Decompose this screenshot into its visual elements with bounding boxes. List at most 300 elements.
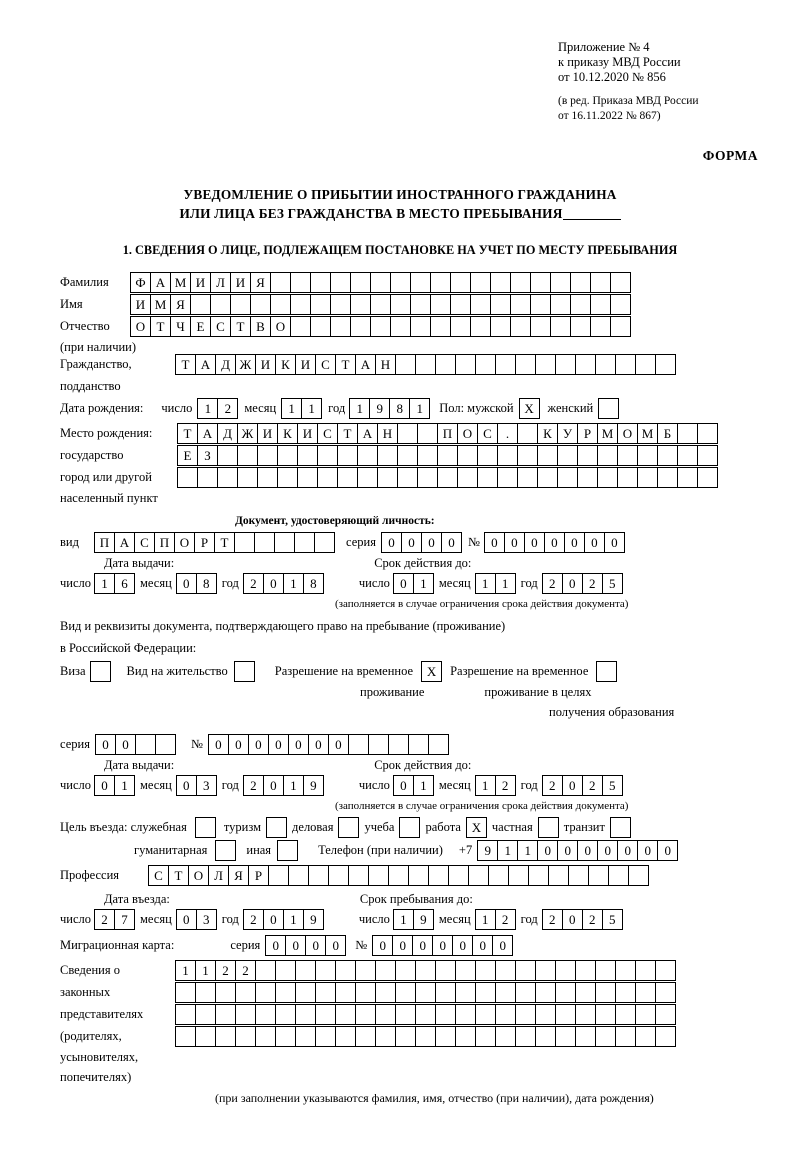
char-cell[interactable] bbox=[570, 294, 591, 315]
char-cell[interactable] bbox=[610, 272, 631, 293]
char-cell[interactable]: 1 bbox=[475, 909, 496, 930]
char-cell[interactable]: И bbox=[230, 272, 251, 293]
char-cell[interactable] bbox=[190, 294, 211, 315]
char-cell[interactable]: 1 bbox=[517, 840, 538, 861]
char-cell[interactable]: 6 bbox=[114, 573, 135, 594]
doc-valid-day-cells[interactable] bbox=[393, 573, 433, 594]
char-cell[interactable]: Ч bbox=[170, 316, 191, 337]
char-cell[interactable] bbox=[415, 354, 436, 375]
char-cell[interactable] bbox=[330, 316, 351, 337]
char-cell[interactable]: С bbox=[315, 354, 336, 375]
char-cell[interactable] bbox=[595, 982, 616, 1003]
char-cell[interactable]: Ж bbox=[237, 423, 258, 444]
char-cell[interactable]: З bbox=[197, 445, 218, 466]
char-cell[interactable] bbox=[555, 1026, 576, 1047]
char-cell[interactable] bbox=[415, 1026, 436, 1047]
char-cell[interactable]: Н bbox=[377, 423, 398, 444]
char-cell[interactable] bbox=[410, 272, 431, 293]
char-cell[interactable] bbox=[615, 960, 636, 981]
char-cell[interactable] bbox=[315, 982, 336, 1003]
permit-issue-day-cells[interactable] bbox=[94, 775, 134, 796]
char-cell[interactable] bbox=[475, 960, 496, 981]
char-cell[interactable]: 0 bbox=[285, 935, 306, 956]
char-cell[interactable] bbox=[590, 294, 611, 315]
char-cell[interactable] bbox=[595, 354, 616, 375]
char-cell[interactable] bbox=[197, 467, 218, 488]
char-cell[interactable]: 3 bbox=[196, 909, 217, 930]
char-cell[interactable]: 8 bbox=[303, 573, 324, 594]
char-cell[interactable]: Т bbox=[150, 316, 171, 337]
char-cell[interactable] bbox=[490, 272, 511, 293]
char-cell[interactable]: И bbox=[190, 272, 211, 293]
char-cell[interactable]: Н bbox=[375, 354, 396, 375]
char-cell[interactable]: 2 bbox=[94, 909, 115, 930]
char-cell[interactable] bbox=[555, 960, 576, 981]
char-cell[interactable] bbox=[655, 960, 676, 981]
char-cell[interactable]: 5 bbox=[602, 573, 623, 594]
char-cell[interactable] bbox=[655, 1004, 676, 1025]
permit-series-cells[interactable] bbox=[95, 734, 175, 755]
char-cell[interactable] bbox=[590, 272, 611, 293]
purpose-other-checkbox[interactable] bbox=[277, 840, 298, 861]
char-cell[interactable] bbox=[548, 865, 569, 886]
char-cell[interactable] bbox=[408, 734, 429, 755]
citizenship-cells[interactable] bbox=[175, 354, 675, 375]
char-cell[interactable] bbox=[430, 316, 451, 337]
char-cell[interactable] bbox=[590, 316, 611, 337]
char-cell[interactable]: 1 bbox=[301, 398, 322, 419]
char-cell[interactable]: Р bbox=[194, 532, 215, 553]
char-cell[interactable] bbox=[555, 982, 576, 1003]
char-cell[interactable] bbox=[377, 467, 398, 488]
char-cell[interactable] bbox=[570, 272, 591, 293]
birth-day-cells[interactable] bbox=[197, 398, 237, 419]
char-cell[interactable]: С bbox=[148, 865, 169, 886]
char-cell[interactable] bbox=[637, 445, 658, 466]
char-cell[interactable]: Д bbox=[217, 423, 238, 444]
char-cell[interactable] bbox=[617, 445, 638, 466]
char-cell[interactable] bbox=[555, 354, 576, 375]
char-cell[interactable]: М bbox=[597, 423, 618, 444]
char-cell[interactable] bbox=[417, 445, 438, 466]
char-cell[interactable]: 9 bbox=[303, 775, 324, 796]
char-cell[interactable] bbox=[217, 467, 238, 488]
char-cell[interactable] bbox=[397, 445, 418, 466]
char-cell[interactable] bbox=[375, 960, 396, 981]
char-cell[interactable] bbox=[535, 982, 556, 1003]
char-cell[interactable]: 0 bbox=[393, 775, 414, 796]
char-cell[interactable] bbox=[317, 467, 338, 488]
permit-issue-month-cells[interactable] bbox=[176, 775, 216, 796]
char-cell[interactable]: 1 bbox=[475, 775, 496, 796]
purpose-work-checkbox[interactable]: X bbox=[466, 817, 487, 838]
purpose-tourism-checkbox[interactable] bbox=[266, 817, 287, 838]
char-cell[interactable] bbox=[415, 982, 436, 1003]
char-cell[interactable]: Я bbox=[228, 865, 249, 886]
char-cell[interactable]: 0 bbox=[308, 734, 329, 755]
char-cell[interactable] bbox=[330, 272, 351, 293]
char-cell[interactable]: 2 bbox=[243, 909, 264, 930]
char-cell[interactable] bbox=[535, 1026, 556, 1047]
char-cell[interactable]: 0 bbox=[325, 935, 346, 956]
char-cell[interactable] bbox=[577, 445, 598, 466]
char-cell[interactable] bbox=[475, 982, 496, 1003]
char-cell[interactable]: О bbox=[617, 423, 638, 444]
char-cell[interactable]: А bbox=[195, 354, 216, 375]
char-cell[interactable] bbox=[237, 445, 258, 466]
char-cell[interactable]: О bbox=[130, 316, 151, 337]
permit-valid-year-cells[interactable] bbox=[542, 775, 622, 796]
char-cell[interactable]: И bbox=[255, 354, 276, 375]
char-cell[interactable] bbox=[575, 1026, 596, 1047]
purpose-service-checkbox[interactable] bbox=[195, 817, 216, 838]
char-cell[interactable] bbox=[437, 445, 458, 466]
char-cell[interactable]: А bbox=[355, 354, 376, 375]
char-cell[interactable] bbox=[350, 316, 371, 337]
char-cell[interactable] bbox=[257, 445, 278, 466]
char-cell[interactable] bbox=[437, 467, 458, 488]
char-cell[interactable]: Т bbox=[335, 354, 356, 375]
char-cell[interactable] bbox=[348, 865, 369, 886]
legal-rep-cells-row3[interactable] bbox=[175, 1004, 675, 1025]
char-cell[interactable]: 0 bbox=[288, 734, 309, 755]
doc-issue-year-cells[interactable] bbox=[243, 573, 323, 594]
char-cell[interactable]: Т bbox=[214, 532, 235, 553]
char-cell[interactable] bbox=[435, 982, 456, 1003]
char-cell[interactable] bbox=[328, 865, 349, 886]
char-cell[interactable] bbox=[275, 1004, 296, 1025]
char-cell[interactable] bbox=[355, 1004, 376, 1025]
char-cell[interactable] bbox=[255, 960, 276, 981]
char-cell[interactable]: 0 bbox=[263, 573, 284, 594]
char-cell[interactable] bbox=[195, 1026, 216, 1047]
stay-day-cells[interactable] bbox=[393, 909, 433, 930]
char-cell[interactable] bbox=[315, 1026, 336, 1047]
char-cell[interactable]: Д bbox=[215, 354, 236, 375]
char-cell[interactable]: И bbox=[295, 354, 316, 375]
char-cell[interactable] bbox=[428, 865, 449, 886]
char-cell[interactable]: 0 bbox=[564, 532, 585, 553]
char-cell[interactable]: 0 bbox=[248, 734, 269, 755]
char-cell[interactable]: 0 bbox=[328, 734, 349, 755]
char-cell[interactable]: 1 bbox=[195, 960, 216, 981]
char-cell[interactable] bbox=[455, 960, 476, 981]
char-cell[interactable]: 0 bbox=[484, 532, 505, 553]
char-cell[interactable]: 2 bbox=[582, 909, 603, 930]
char-cell[interactable]: 0 bbox=[381, 532, 402, 553]
char-cell[interactable]: 9 bbox=[413, 909, 434, 930]
char-cell[interactable] bbox=[395, 354, 416, 375]
char-cell[interactable] bbox=[234, 532, 255, 553]
char-cell[interactable]: 0 bbox=[176, 909, 197, 930]
char-cell[interactable] bbox=[510, 272, 531, 293]
char-cell[interactable] bbox=[575, 960, 596, 981]
char-cell[interactable]: И bbox=[257, 423, 278, 444]
char-cell[interactable] bbox=[175, 1004, 196, 1025]
char-cell[interactable] bbox=[508, 865, 529, 886]
char-cell[interactable]: Т bbox=[168, 865, 189, 886]
char-cell[interactable] bbox=[370, 272, 391, 293]
char-cell[interactable] bbox=[235, 1004, 256, 1025]
char-cell[interactable] bbox=[515, 1004, 536, 1025]
char-cell[interactable]: 0 bbox=[432, 935, 453, 956]
char-cell[interactable]: 2 bbox=[582, 573, 603, 594]
char-cell[interactable]: 0 bbox=[562, 775, 583, 796]
sex-male-checkbox[interactable]: X bbox=[519, 398, 540, 419]
char-cell[interactable] bbox=[375, 982, 396, 1003]
residence-permit-checkbox[interactable] bbox=[234, 661, 255, 682]
char-cell[interactable]: 8 bbox=[196, 573, 217, 594]
birthplace-cells-row1[interactable] bbox=[177, 423, 717, 444]
char-cell[interactable] bbox=[595, 1026, 616, 1047]
char-cell[interactable] bbox=[290, 294, 311, 315]
legal-rep-cells-row1[interactable] bbox=[175, 960, 675, 981]
char-cell[interactable]: 0 bbox=[115, 734, 136, 755]
char-cell[interactable] bbox=[268, 865, 289, 886]
char-cell[interactable] bbox=[490, 294, 511, 315]
char-cell[interactable] bbox=[415, 960, 436, 981]
char-cell[interactable] bbox=[235, 982, 256, 1003]
char-cell[interactable] bbox=[575, 354, 596, 375]
char-cell[interactable]: К bbox=[277, 423, 298, 444]
char-cell[interactable] bbox=[435, 960, 456, 981]
char-cell[interactable] bbox=[370, 316, 391, 337]
char-cell[interactable] bbox=[335, 960, 356, 981]
char-cell[interactable] bbox=[390, 294, 411, 315]
char-cell[interactable] bbox=[477, 445, 498, 466]
doc-number-cells[interactable] bbox=[484, 532, 624, 553]
char-cell[interactable] bbox=[330, 294, 351, 315]
phone-cells[interactable] bbox=[477, 840, 677, 861]
char-cell[interactable]: 2 bbox=[582, 775, 603, 796]
char-cell[interactable]: 1 bbox=[413, 573, 434, 594]
char-cell[interactable]: 0 bbox=[263, 775, 284, 796]
char-cell[interactable] bbox=[610, 316, 631, 337]
char-cell[interactable]: 0 bbox=[268, 734, 289, 755]
char-cell[interactable]: 0 bbox=[584, 532, 605, 553]
char-cell[interactable] bbox=[495, 1026, 516, 1047]
char-cell[interactable] bbox=[588, 865, 609, 886]
char-cell[interactable] bbox=[415, 1004, 436, 1025]
char-cell[interactable]: 0 bbox=[263, 909, 284, 930]
char-cell[interactable]: 0 bbox=[577, 840, 598, 861]
char-cell[interactable]: 0 bbox=[544, 532, 565, 553]
char-cell[interactable]: И bbox=[130, 294, 151, 315]
char-cell[interactable] bbox=[617, 467, 638, 488]
char-cell[interactable]: 0 bbox=[208, 734, 229, 755]
char-cell[interactable] bbox=[655, 1026, 676, 1047]
char-cell[interactable] bbox=[397, 467, 418, 488]
char-cell[interactable] bbox=[255, 1004, 276, 1025]
migration-number-cells[interactable] bbox=[372, 935, 512, 956]
legal-rep-cells-row4[interactable] bbox=[175, 1026, 675, 1047]
char-cell[interactable] bbox=[430, 294, 451, 315]
char-cell[interactable] bbox=[615, 1026, 636, 1047]
char-cell[interactable]: 0 bbox=[452, 935, 473, 956]
char-cell[interactable]: Р bbox=[248, 865, 269, 886]
char-cell[interactable]: 1 bbox=[409, 398, 430, 419]
char-cell[interactable] bbox=[597, 467, 618, 488]
char-cell[interactable] bbox=[517, 467, 538, 488]
char-cell[interactable]: М bbox=[637, 423, 658, 444]
char-cell[interactable] bbox=[317, 445, 338, 466]
char-cell[interactable] bbox=[530, 294, 551, 315]
char-cell[interactable] bbox=[377, 445, 398, 466]
char-cell[interactable] bbox=[395, 982, 416, 1003]
char-cell[interactable]: 5 bbox=[602, 775, 623, 796]
char-cell[interactable] bbox=[375, 1004, 396, 1025]
char-cell[interactable]: 2 bbox=[243, 775, 264, 796]
char-cell[interactable] bbox=[288, 865, 309, 886]
char-cell[interactable] bbox=[177, 467, 198, 488]
char-cell[interactable] bbox=[355, 1026, 376, 1047]
char-cell[interactable]: 1 bbox=[413, 775, 434, 796]
char-cell[interactable] bbox=[290, 316, 311, 337]
char-cell[interactable] bbox=[388, 734, 409, 755]
char-cell[interactable] bbox=[314, 532, 335, 553]
char-cell[interactable] bbox=[597, 445, 618, 466]
purpose-transit-checkbox[interactable] bbox=[610, 817, 631, 838]
char-cell[interactable]: С bbox=[210, 316, 231, 337]
char-cell[interactable] bbox=[215, 982, 236, 1003]
char-cell[interactable] bbox=[455, 1026, 476, 1047]
char-cell[interactable] bbox=[308, 865, 329, 886]
char-cell[interactable]: Т bbox=[337, 423, 358, 444]
char-cell[interactable] bbox=[355, 960, 376, 981]
char-cell[interactable] bbox=[628, 865, 649, 886]
char-cell[interactable] bbox=[515, 982, 536, 1003]
stay-year-cells[interactable] bbox=[542, 909, 622, 930]
char-cell[interactable] bbox=[310, 272, 331, 293]
char-cell[interactable]: А bbox=[357, 423, 378, 444]
char-cell[interactable] bbox=[274, 532, 295, 553]
char-cell[interactable] bbox=[635, 1026, 656, 1047]
char-cell[interactable] bbox=[210, 294, 231, 315]
char-cell[interactable] bbox=[537, 467, 558, 488]
char-cell[interactable]: 2 bbox=[495, 909, 516, 930]
char-cell[interactable]: 0 bbox=[657, 840, 678, 861]
char-cell[interactable] bbox=[335, 1004, 356, 1025]
surname-cells[interactable] bbox=[130, 272, 630, 293]
char-cell[interactable] bbox=[195, 982, 216, 1003]
char-cell[interactable]: 2 bbox=[217, 398, 238, 419]
char-cell[interactable] bbox=[575, 1004, 596, 1025]
char-cell[interactable]: 1 bbox=[475, 573, 496, 594]
char-cell[interactable] bbox=[495, 354, 516, 375]
char-cell[interactable] bbox=[257, 467, 278, 488]
char-cell[interactable]: 1 bbox=[197, 398, 218, 419]
purpose-business-checkbox[interactable] bbox=[338, 817, 359, 838]
char-cell[interactable]: 0 bbox=[95, 734, 116, 755]
char-cell[interactable]: О bbox=[174, 532, 195, 553]
char-cell[interactable] bbox=[395, 960, 416, 981]
char-cell[interactable] bbox=[254, 532, 275, 553]
char-cell[interactable] bbox=[175, 982, 196, 1003]
char-cell[interactable]: А bbox=[150, 272, 171, 293]
birth-year-cells[interactable] bbox=[349, 398, 429, 419]
char-cell[interactable]: А bbox=[114, 532, 135, 553]
char-cell[interactable] bbox=[537, 445, 558, 466]
char-cell[interactable] bbox=[368, 734, 389, 755]
char-cell[interactable]: 2 bbox=[495, 775, 516, 796]
char-cell[interactable] bbox=[637, 467, 658, 488]
char-cell[interactable] bbox=[490, 316, 511, 337]
char-cell[interactable]: 1 bbox=[497, 840, 518, 861]
char-cell[interactable] bbox=[677, 445, 698, 466]
char-cell[interactable] bbox=[255, 982, 276, 1003]
char-cell[interactable]: Б bbox=[657, 423, 678, 444]
char-cell[interactable] bbox=[555, 1004, 576, 1025]
permit-issue-year-cells[interactable] bbox=[243, 775, 323, 796]
char-cell[interactable]: 0 bbox=[392, 935, 413, 956]
char-cell[interactable]: М bbox=[170, 272, 191, 293]
char-cell[interactable] bbox=[390, 316, 411, 337]
char-cell[interactable] bbox=[557, 445, 578, 466]
char-cell[interactable] bbox=[475, 1026, 496, 1047]
char-cell[interactable] bbox=[435, 354, 456, 375]
char-cell[interactable]: 9 bbox=[303, 909, 324, 930]
char-cell[interactable] bbox=[455, 1004, 476, 1025]
char-cell[interactable]: 0 bbox=[94, 775, 115, 796]
char-cell[interactable] bbox=[515, 1026, 536, 1047]
char-cell[interactable] bbox=[255, 1026, 276, 1047]
char-cell[interactable] bbox=[417, 423, 438, 444]
char-cell[interactable]: О bbox=[270, 316, 291, 337]
char-cell[interactable] bbox=[610, 294, 631, 315]
purpose-study-checkbox[interactable] bbox=[399, 817, 420, 838]
char-cell[interactable]: Т bbox=[175, 354, 196, 375]
char-cell[interactable] bbox=[435, 1026, 456, 1047]
char-cell[interactable] bbox=[510, 294, 531, 315]
char-cell[interactable]: Т bbox=[230, 316, 251, 337]
char-cell[interactable] bbox=[350, 294, 371, 315]
permit-valid-month-cells[interactable] bbox=[475, 775, 515, 796]
purpose-private-checkbox[interactable] bbox=[538, 817, 559, 838]
char-cell[interactable] bbox=[488, 865, 509, 886]
migration-series-cells[interactable] bbox=[265, 935, 345, 956]
char-cell[interactable]: Ф bbox=[130, 272, 151, 293]
char-cell[interactable] bbox=[697, 445, 718, 466]
char-cell[interactable] bbox=[295, 960, 316, 981]
char-cell[interactable] bbox=[395, 1026, 416, 1047]
char-cell[interactable] bbox=[294, 532, 315, 553]
char-cell[interactable] bbox=[428, 734, 449, 755]
char-cell[interactable]: 0 bbox=[265, 935, 286, 956]
char-cell[interactable]: П bbox=[437, 423, 458, 444]
char-cell[interactable] bbox=[295, 1026, 316, 1047]
char-cell[interactable]: 0 bbox=[557, 840, 578, 861]
char-cell[interactable] bbox=[175, 1026, 196, 1047]
char-cell[interactable]: 1 bbox=[175, 960, 196, 981]
char-cell[interactable]: 1 bbox=[94, 573, 115, 594]
char-cell[interactable]: П bbox=[154, 532, 175, 553]
char-cell[interactable] bbox=[275, 982, 296, 1003]
temp-residence-checkbox[interactable]: X bbox=[421, 661, 442, 682]
char-cell[interactable] bbox=[568, 865, 589, 886]
char-cell[interactable]: 2 bbox=[215, 960, 236, 981]
char-cell[interactable]: 0 bbox=[176, 573, 197, 594]
char-cell[interactable] bbox=[495, 960, 516, 981]
char-cell[interactable]: М bbox=[150, 294, 171, 315]
char-cell[interactable] bbox=[550, 294, 571, 315]
char-cell[interactable] bbox=[530, 316, 551, 337]
char-cell[interactable] bbox=[435, 1004, 456, 1025]
char-cell[interactable]: 0 bbox=[421, 532, 442, 553]
doc-series-cells[interactable] bbox=[381, 532, 461, 553]
char-cell[interactable] bbox=[375, 1026, 396, 1047]
char-cell[interactable] bbox=[595, 1004, 616, 1025]
char-cell[interactable]: 0 bbox=[412, 935, 433, 956]
